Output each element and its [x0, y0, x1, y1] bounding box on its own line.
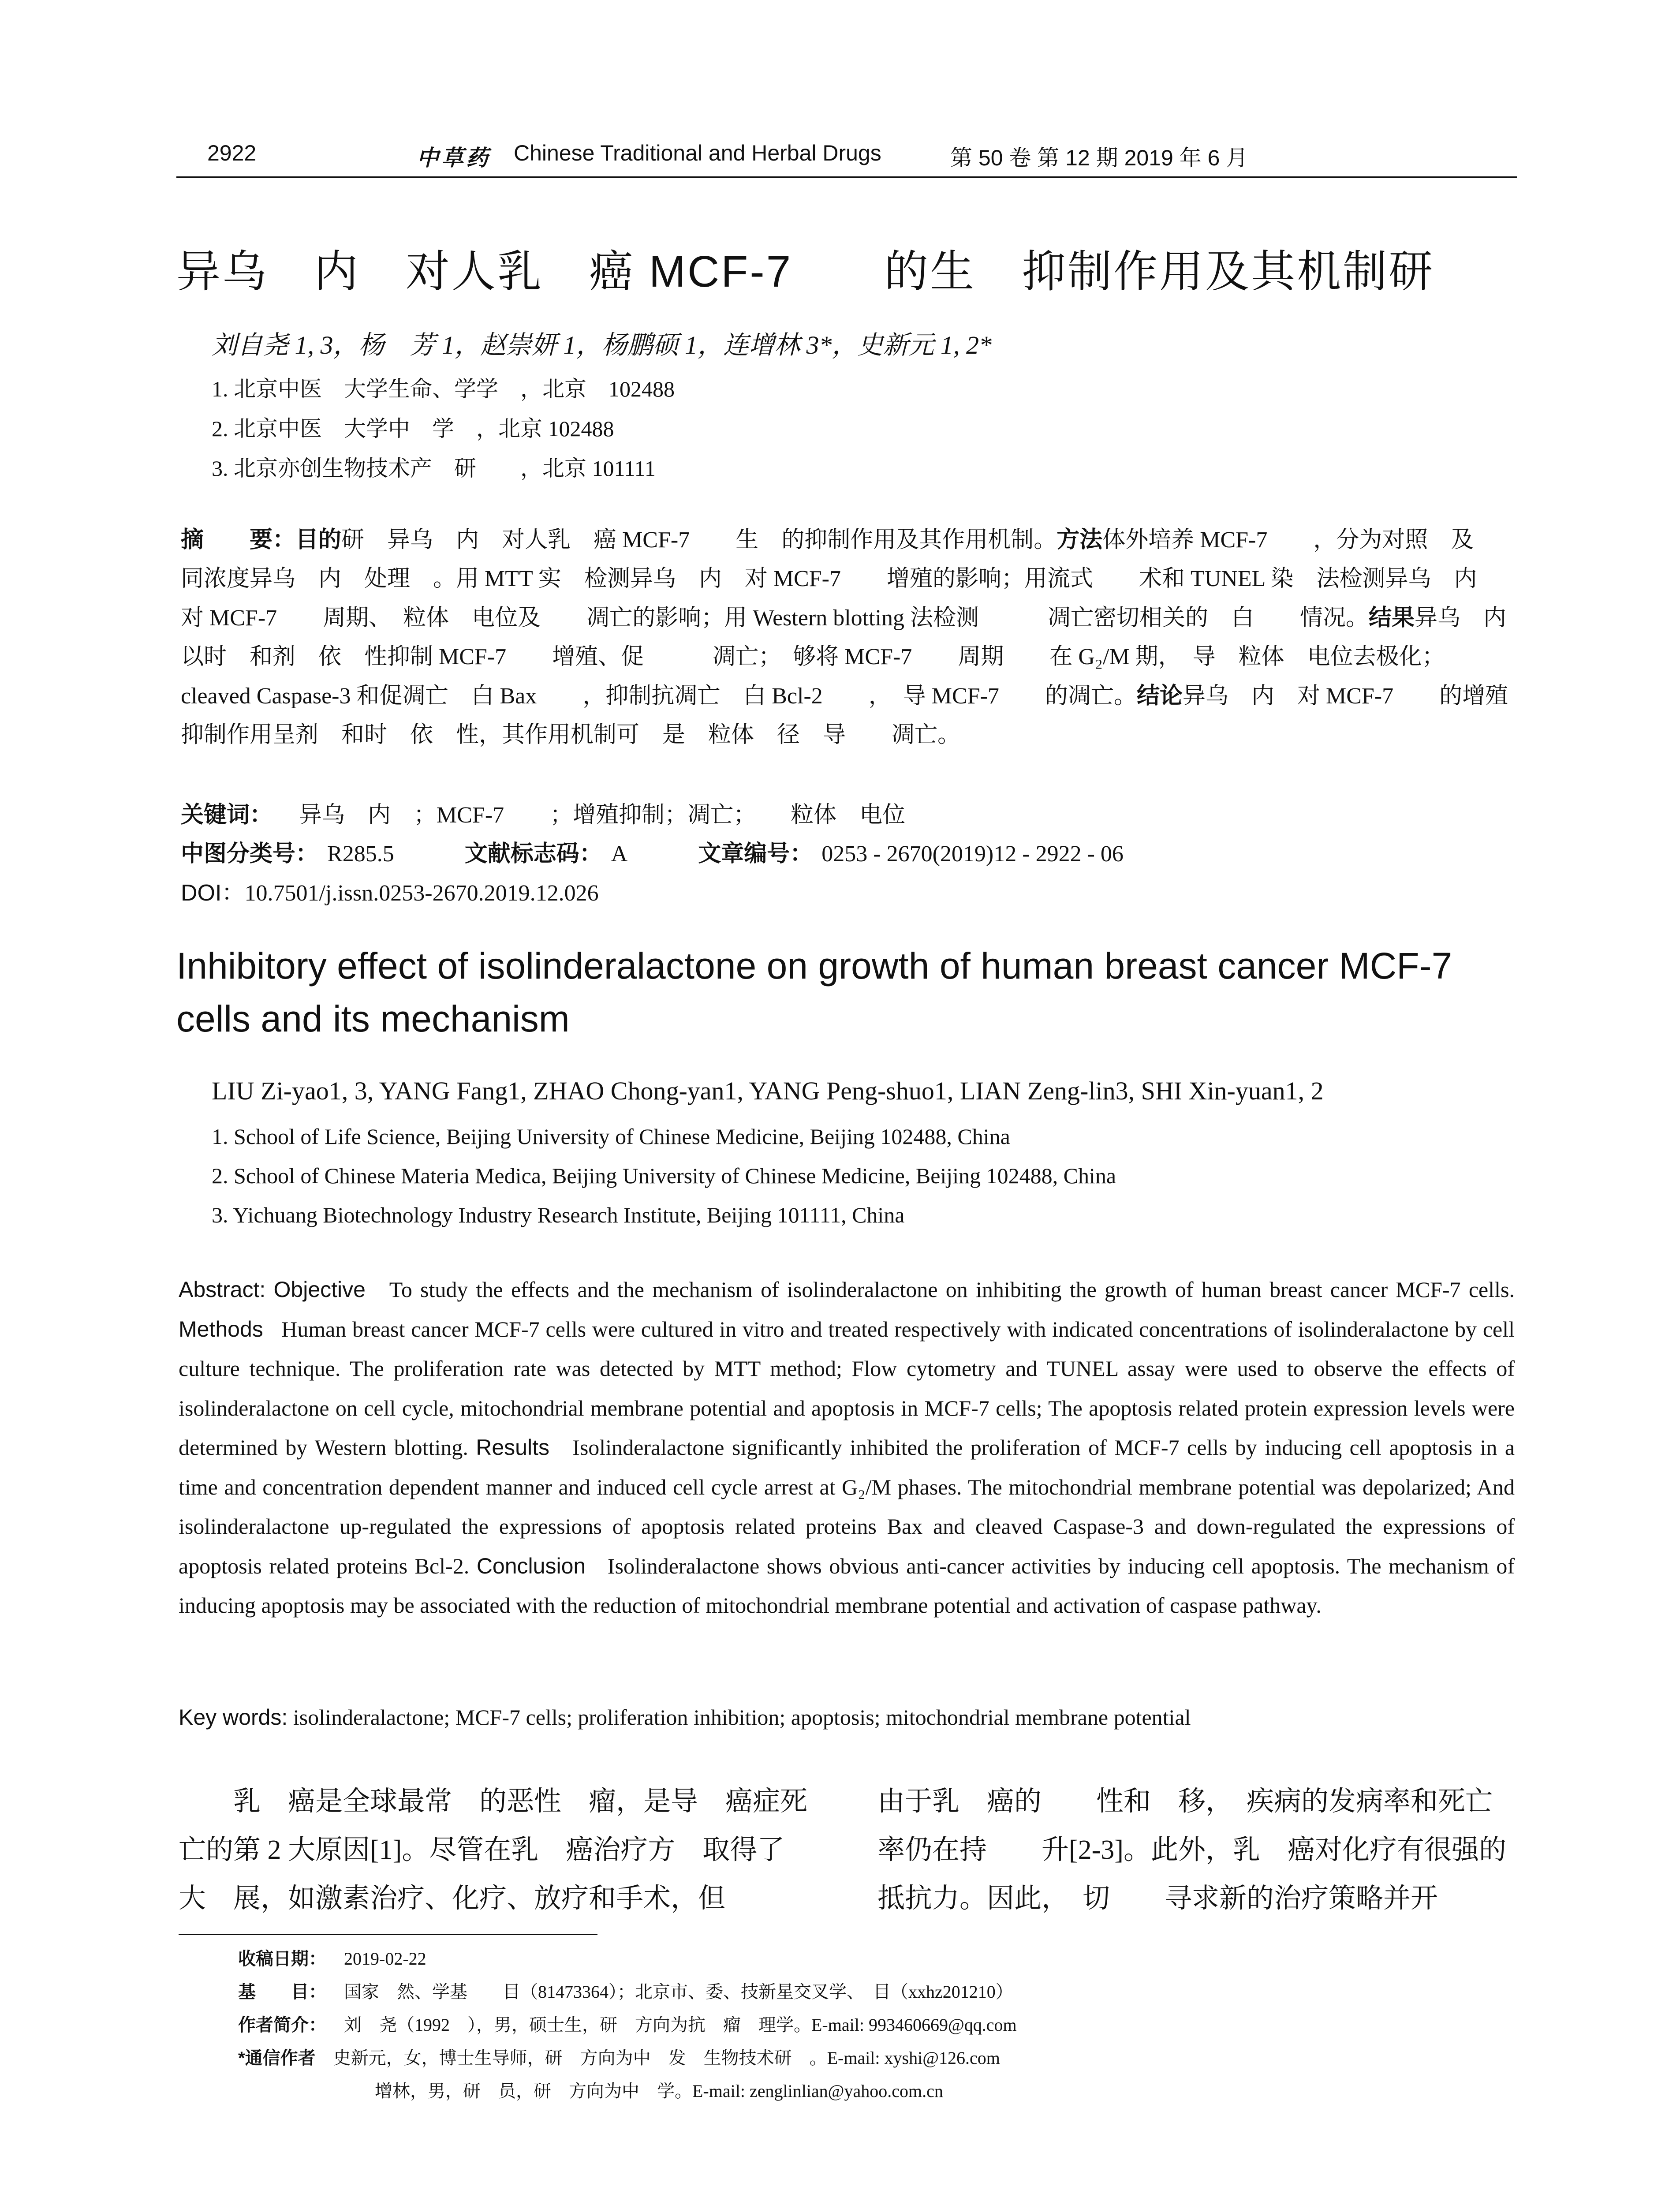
cn-authors: 刘自尧 1, 3，杨 芳 1，赵崇妍 1，杨鹏硕 1，连增林 3*，史新元 1, 2*: [212, 331, 992, 359]
en-affiliation-2: 2. School of Chinese Materia Medica, Beijing University of Chinese Medicine, Beijing 102488, China: [212, 1163, 1116, 1188]
en-keywords: isolinderalactone; MCF-7 cells; proliferation inhibition; apoptosis; mitochondrial membrane potential: [293, 1705, 1191, 1730]
en-keywords-line: [179, 1704, 1191, 1730]
footnote-funding: 基 目： 国家 然、学基 目（81473364）；北京市、委、技新星交叉学、 目（xxhz201210）: [238, 1982, 1013, 2002]
cn-results-label: 结果: [1369, 605, 1415, 631]
en-title: Inhibitory effect of isolinderalactone on growth of human breast cancer MCF-7 cells and its mechanism: [176, 945, 1452, 1039]
en-objective-label: Objective: [273, 1277, 366, 1302]
body-column-left: 乳 癌是全球最常 的恶性 瘤，是导 癌症死亡的第 2 大原因[1]。尽管在乳 癌治疗方 取得了 大 展，如激素治疗、化疗、放疗和手术，但: [179, 1786, 812, 1913]
doi-line: [181, 874, 599, 907]
en-conclusion-text: Isolinderalactone shows obvious anti-cancer activities by inducing cell apoptosis. The mechanism of inducing apoptosis may be associated with the reduction of mitochondrial membrane potential and activation of caspase pathway.: [179, 1553, 1515, 1618]
cn-methods-text: 体外培养 MCF-7 ，分为对照 及 同浓度异乌 内 处理 。用 MTT 实 检测异乌 内 对 MCF-7 增殖的影响；用流式 术和 TUNEL 染 法检测异乌 内 对 MCF-7 周期、 粒体 电位及 凋亡的影响；用 Western blotting 法检测 凋亡密切相关的 白 情况。: [181, 527, 1500, 631]
en-affiliation-1: 1. School of Life Science, Beijing University of Chinese Medicine, Beijing 102488, China: [212, 1124, 1010, 1149]
cn-results-text: 异乌 内 以时 和剂 依 性抑制 MCF-7 增殖、促 凋亡； 够将 MCF-7 周期 在 G₂/M 期， 导 粒体 电位去极化； cleaved Caspase-3 和促凋亡 白 Bax ，抑制抗凋亡 白 Bcl-2 ， 导 MCF-7 的凋亡。: [181, 605, 1530, 709]
footnote-received: 收稿日期： 2019-02-22: [238, 1949, 426, 1969]
en-conclusion-label: Conclusion: [476, 1553, 586, 1578]
body-column-right: 由于乳 癌的 性和 移， 疾病的发病率和死亡率仍在持 升[2-3]。此外，乳 癌对化疗有很强的抵抗力。因此， 切 寻求新的治疗策略并开: [877, 1786, 1506, 1913]
en-abstract: [179, 1270, 1515, 1626]
cn-abstract: [181, 520, 1530, 755]
cn-conclusion-label: 结论: [1136, 683, 1183, 709]
footnote-corresponding-1: *通信作者 史新元，女，博士生导师，研 方向为中 发 生物技术研 。E-mail: xyshi@126.com: [238, 2048, 1000, 2068]
cn-keywords-label: 关键词：: [181, 802, 273, 828]
en-authors: LIU Zi-yao1, 3, YANG Fang1, ZHAO Chong-yan1, YANG Peng-shuo1, LIAN Zeng-lin3, SHI Xin-yuan1, 2: [212, 1076, 1324, 1105]
en-keywords-label: Key words:: [179, 1705, 288, 1730]
cn-affiliation-1: 1. 北京中医 大学生命、学学 ，北京 102488: [212, 377, 675, 401]
cn-objective-text: 研 异乌 内 对人乳 癌 MCF-7 生 的抑制作用及其作用机制。: [341, 527, 1057, 553]
cn-title: 异乌 内 对人乳 癌 MCF-7 的生 抑制作用及其机制研: [176, 247, 1435, 296]
cn-objective-label: 目的: [295, 527, 342, 553]
en-affiliation-3: 3. Yichuang Biotechnology Industry Research Institute, Beijing 101111, China: [212, 1203, 905, 1227]
footnote-rule: [179, 1934, 597, 1935]
doc-code-value: A: [611, 841, 628, 867]
cn-classification-line: [181, 835, 1124, 868]
en-abstract-label: Abstract:: [179, 1277, 266, 1302]
en-methods-label: Methods: [179, 1316, 263, 1342]
doi-label: DOI：: [181, 880, 245, 906]
doi-value: 10.7501/j.issn.0253-2670.2019.12.026: [244, 881, 599, 906]
en-methods-text: Human breast cancer MCF-7 cells were cultured in vitro and treated respectively with indicated concentrations of isolinderalactone by cell culture technique. The proliferation rate was detected by MTT method; Flow cytometry and TUNEL assay were used to observe the effects of isolinderalactone on cell cycle, mitochondrial membrane potential and apoptosis in MCF-7 cells; The apoptosis related protein expression levels were determined by Western blotting.: [179, 1316, 1515, 1460]
article-no-value: 0253 - 2670(2019)12 - 2922 - 06: [821, 841, 1124, 867]
cn-methods-label: 方法: [1057, 527, 1103, 553]
article-no-label: 文章编号：: [698, 841, 813, 867]
header-rule: [176, 176, 1517, 178]
footnote-author-bio: 作者简介： 刘 尧（1992 ），男，硕士生，研 方向为抗 瘤 理学。E-mail: 993460669@qq.com: [238, 2015, 1017, 2035]
issue-info: 第 50 卷 第 12 期 2019 年 6 月: [950, 146, 1248, 170]
cn-affiliation-3: 3. 北京亦创生物技术产 研 ，北京 101111: [212, 456, 656, 481]
clc-label: 中图分类号：: [181, 841, 319, 867]
journal-name-cn: 中草药: [417, 146, 491, 170]
doc-code-label: 文献标志码：: [464, 841, 602, 867]
journal-name-en: Chinese Traditional and Herbal Drugs: [514, 141, 881, 165]
page-number: 2922: [207, 141, 257, 165]
en-results-label: Results: [476, 1435, 549, 1460]
en-results-text: Isolinderalactone significantly inhibited the proliferation of MCF-7 cells by inducing cell apoptosis in a time and concentration dependent manner and induced cell cycle arrest at G₂/M phases. The mitochondrial membrane potential was depolarized; And isolinderalactone up-regulated the expressions of apoptosis related proteins Bax and cleaved Caspase-3 and down-regulated the expressions of apoptosis related proteins Bcl-2.: [179, 1435, 1515, 1578]
cn-keywords: 异乌 内 ；MCF-7 ；增殖抑制；凋亡； 粒体 电位: [299, 803, 906, 828]
clc-value: R285.5: [327, 841, 394, 867]
footnote-corresponding-2: 增林，男，研 员，研 方向为中 学。E-mail: zenglinlian@yahoo.com.cn: [375, 2081, 943, 2101]
cn-affiliation-2: 2. 北京中医 大学中 学 ，北京 102488: [212, 416, 614, 441]
cn-conclusion-text: 异乌 内 对 MCF-7 的增殖抑制作用呈剂 和时 依 性，其作用机制可 是 粒体 径 导 凋亡。: [181, 684, 1508, 747]
cn-keywords-line: [181, 796, 905, 829]
cn-abstract-label: 摘 要：: [181, 527, 296, 553]
en-objective-text: To study the effects and the mechanism of isolinderalactone on inhibiting the growth of human breast cancer MCF-7 cells.: [389, 1277, 1515, 1302]
